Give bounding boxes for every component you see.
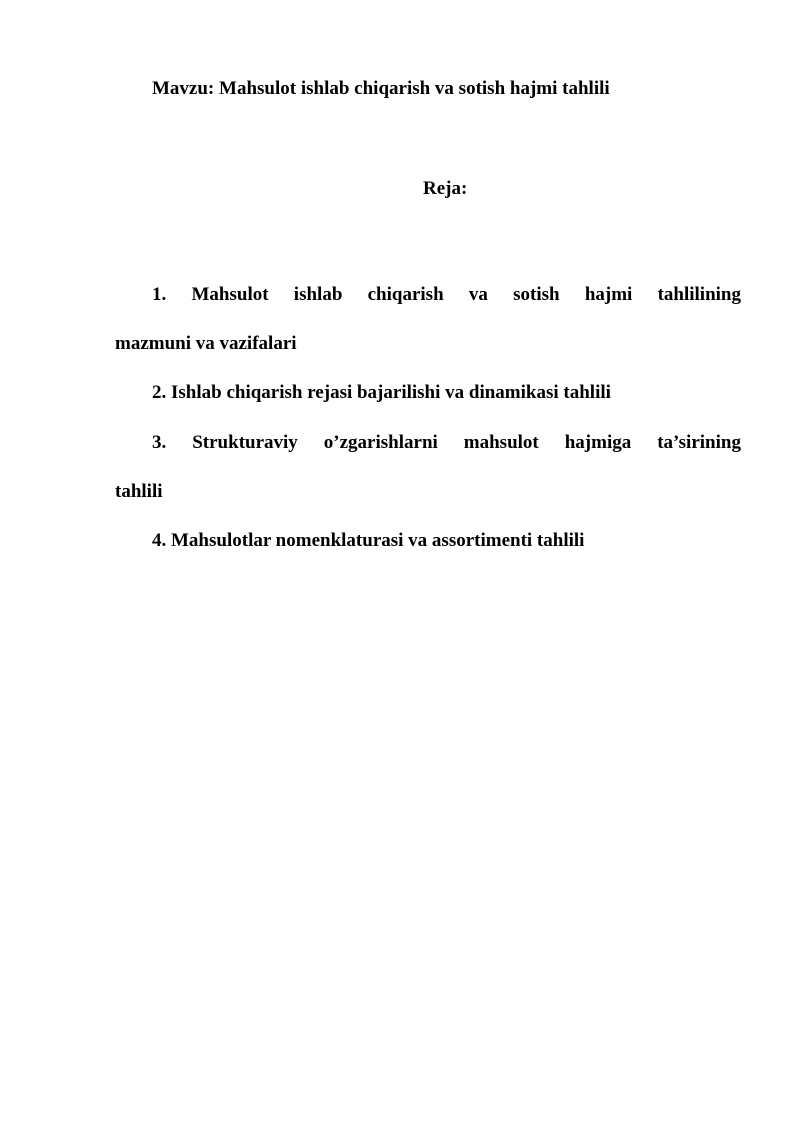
plan-item-1-line-2: mazmuni va vazifalari	[115, 333, 297, 354]
word: o’zgarishlarni	[323, 432, 438, 453]
plan-item-4: 4. Mahsulotlar nomenklaturasi va assortimenti tahlili	[152, 530, 585, 551]
word: hajmiga	[564, 432, 632, 453]
word: ta’sirining	[657, 432, 741, 453]
word: 1.	[152, 284, 167, 305]
word: 3.	[152, 432, 167, 453]
plan-item-3-line-2: tahlili	[115, 481, 163, 502]
plan-item-3-line-1	[152, 431, 741, 455]
word: ishlab	[293, 284, 343, 305]
plan-item-1-line-1	[152, 283, 741, 307]
word: mahsulot	[463, 432, 539, 453]
word: Strukturaviy	[192, 432, 298, 453]
word: sotish	[513, 284, 560, 305]
plan-heading: Reja:	[423, 178, 468, 199]
word: tahlilining	[657, 284, 741, 305]
word: chiqarish	[367, 284, 444, 305]
word: va	[468, 284, 488, 305]
word: hajmi	[584, 284, 633, 305]
word: Mahsulot	[191, 284, 269, 305]
document-title: Mavzu: Mahsulot ishlab chiqarish va sotish hajmi tahlili	[152, 78, 610, 99]
plan-item-2: 2. Ishlab chiqarish rejasi bajarilishi va dinamikasi tahlili	[152, 382, 611, 403]
